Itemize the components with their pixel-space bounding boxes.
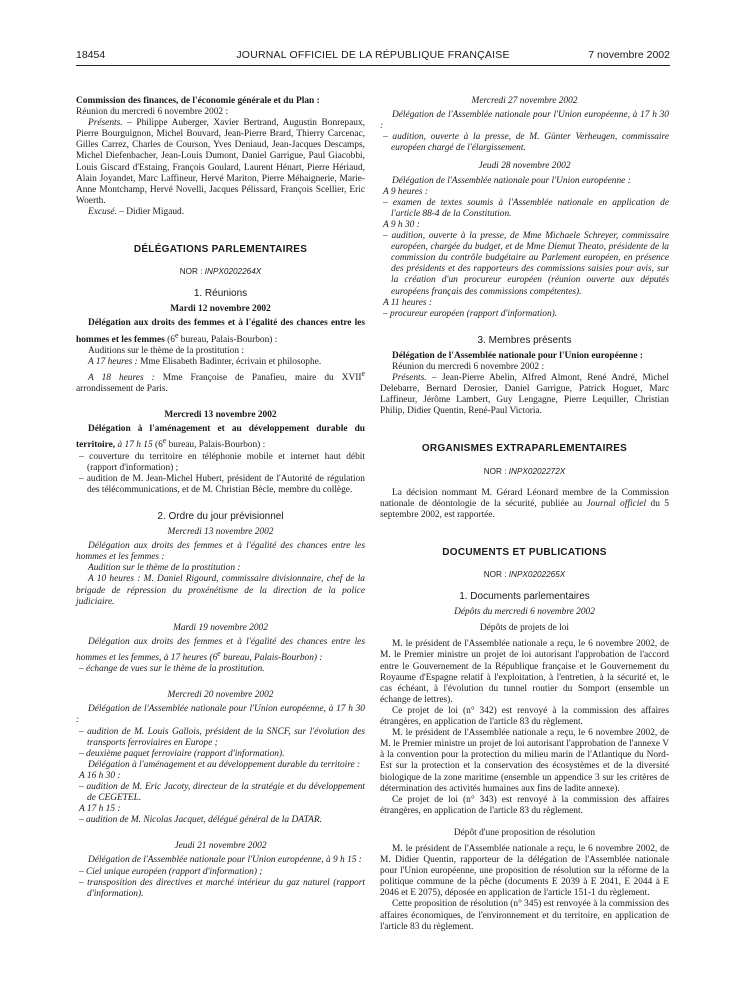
audition-a17: [76, 357, 365, 368]
od-ue21: Délégation de l'Assemblée nationale pour l'Union européenne, à 9 h 15 :: [88, 855, 362, 866]
schreyer: – audition, ouverte à la presse, de Mme Michaele Schreyer, commissaire européen, chargée du budget, et de Mme Diemut Theato, présidente de la commission du contrôle budgétaire au Parlement européen, en présence des présidents et des rapporteurs des commissions saisies pour avis, sur la création d'un procureur européen (réunion ouverte aux députés européens français des commissions compétentes).: [383, 231, 669, 297]
a930: A 9 h 30 :: [383, 219, 420, 230]
od-jacoty: – audition de M. Eric Jacoty, directeur de la stratégie et du développement de CEGETEL.: [79, 782, 365, 804]
od-femmes19-place: bureau, Palais-Bourbon) :: [220, 653, 323, 664]
depots-projets: Dépôts de projets de loi: [479, 623, 570, 634]
finances-presents: [76, 118, 365, 207]
time-a17: A 17 heures :: [88, 356, 138, 367]
projet2: M. le président de l'Assemblée nationale a reçu, le 6 novembre 2002, de M. le Premier ministre un projet de loi autorisant l'approbation de l'annexe V à la convention pour la protection du milieu marin de l'Atlantique du Nord-Est sur la protection et la conservation des écosystèmes et de la diversité biologique de la zone maritime (ensemble un appendice 3 sur les critères de détermination des activités humaines aux fins de ladite annexe).: [380, 728, 669, 794]
projet1-renvoi: Ce projet de loi (n° 342) est renvoyé à la commission des affaires étrangères, en application de l'article 83 du règlement.: [380, 705, 669, 728]
excuse-list: – Didier Migaud.: [116, 206, 185, 217]
jeudi28: Jeudi 28 novembre 2002: [478, 161, 571, 172]
page-header: [76, 50, 670, 64]
textes: – examen de textes soumis à l'Assemblée nationale en application de l'article 88-4 de la Constitution.: [383, 197, 669, 219]
a9: A 9 heures :: [383, 186, 429, 197]
presents-label: Présents.: [392, 373, 427, 384]
od-gallois: – audition de M. Louis Gallois, président de la SNCF, sur l'évolution des transports ferroviaires en Europe ;: [79, 726, 365, 748]
decision-end: du 5 septembre 2002, est rapportée.: [380, 498, 669, 520]
left-column: [76, 96, 365, 900]
documents-title: DOCUMENTS ET PUBLICATIONS: [442, 546, 607, 558]
depots-date: Dépôts du mercredi 6 novembre 2002: [454, 607, 595, 618]
od-gaz: – transposition des directives et marché intérieur du gaz naturel (rapport d'information).: [79, 877, 365, 899]
ue27: Délégation de l'Assemblée nationale pour l'Union européenne, à 17 h 30 :: [380, 110, 669, 132]
od-mercredi20: Mercredi 20 novembre 2002: [167, 690, 274, 701]
deleg-femmes-bureau: (6: [164, 334, 175, 345]
resolution-renvoi: Cette proposition de résolution (n° 345) est renvoyée à la commission des affaires économiques, de l'environnement et du territoire, en application de l'article 83 du règlement.: [380, 899, 669, 932]
auditions-prostitution: Auditions sur le thème de la prostitution :: [88, 345, 244, 356]
od-mercredi13: Mercredi 13 novembre 2002: [167, 527, 274, 538]
od-a10: A 10 heures : M. Daniel Rigourd, commissaire divisionnaire, chef de la brigade de répression du proxénétisme de la direction de la police judiciaire.: [76, 574, 365, 607]
sup-e: e: [361, 368, 366, 378]
sup-e: e: [217, 648, 221, 658]
resolution: M. le président de l'Assemblée nationale a reçu, le 6 novembre 2002, de M. Didier Quentin, rapporteur de la délégation de l'Assemblée nationale pour l'Union européenne, une proposition de résolution sur la réforme de la politique commune de la pêche (documents E 2039 à E 2041, E 2044 à E 2046 et E 2075), déposée en application de l'article 151-1 du règlement.: [380, 843, 669, 899]
deleg-femmes-place: bureau, Palais-Bourbon) :: [178, 334, 278, 345]
od-ue20: Délégation de l'Assemblée nationale pour l'Union européenne, à 17 h 30 :: [76, 704, 365, 726]
documents-nor: [380, 569, 669, 580]
decision-start: La décision nommant M. Gérard Léonard membre de la Commission nationale de déontologie de la sécurité, publiée au: [380, 487, 669, 509]
reunions-title: 1. Réunions: [193, 288, 248, 300]
delegations-nor: [76, 266, 365, 277]
deleg-femmes-heading: [76, 318, 365, 345]
nor-code: INPX0202272X: [508, 466, 566, 476]
delegations-title: DÉLÉGATIONS PARLEMENTAIRES: [133, 244, 308, 256]
verheugen: – audition, ouverte à la presse, de M. Günter Verheugen, commissaire européen chargé de l'élargissement.: [383, 132, 669, 154]
deleg-amenag-place: bureau, Palais-Bourbon) :: [166, 440, 266, 451]
amenag-item: – couverture du territoire en téléphonie mobile et internet haut débit (rapport d'information) ;: [79, 451, 365, 473]
finances-heading: Commission des finances, de l'économie générale et du Plan :: [76, 96, 320, 106]
journal-officiel-ref: Journal officiel: [586, 498, 647, 509]
procureur: – procureur européen (rapport d'information).: [383, 308, 558, 319]
nor-label: NOR :: [483, 570, 509, 579]
od-ciel: – Ciel unique européen (rapport d'information) ;: [79, 866, 263, 877]
od-jacquet: – audition de M. Nicolas Jacquet, délégué général de la DATAR.: [79, 815, 322, 826]
nor-code: INPX0202265X: [508, 570, 566, 579]
deleg-ue-presents: Délégation de l'Assemblée nationale pour l'Union européenne :: [392, 350, 643, 361]
nor-code: INPX0202264X: [204, 267, 262, 277]
deleg-amenag-name: Délégation à l'aménagement et au développement durable du territoire,: [76, 424, 365, 451]
deleg-amenag-bureau: (6: [152, 440, 163, 451]
ue-presents: [380, 373, 669, 417]
od-a1715: A 17 h 15 :: [79, 804, 121, 815]
nor-label: NOR :: [179, 267, 205, 277]
mercredi27: Mercredi 27 novembre 2002: [471, 96, 578, 106]
page-number: 18454: [76, 49, 106, 61]
header-rule: [76, 65, 670, 66]
presents-list: – Philippe Auberger, Xavier Bertrand, Augustin Bonrepaux, Pierre Bourguignon, Michel Bouvard, Jean-Pierre Brard, Thierry Carcenac, Gilles Carrez, Charles de Courson, Yves Deniaud, Jean-Jacques Descamps, Michel Diefenbacher, Jean-Louis Dumont, Daniel Garrigue, Paul Giacobbi, Louis Giscard d'Estaing, François Goulard, Laurent Hénart, Pierre Hériaud, Alain Joyandet, Marc Laffineur, Hervé Mariton, Pierre Méhaignerie, Marie-Anne Montchamp, Hervé Novelli, Jacques Pélissard, François Scellier, Eric Woerth.: [76, 118, 365, 206]
ordre-title: 2. Ordre du jour prévisionnel: [157, 511, 284, 522]
deleg-amenag-heading: [76, 424, 365, 451]
docs-parl-title: 1. Documents parlementaires: [459, 591, 590, 603]
od-amenag20: Délégation à l'aménagement et au développement durable du territoire :: [88, 759, 361, 770]
mardi12-heading: Mardi 12 novembre 2002: [170, 304, 271, 315]
ue28: Délégation de l'Assemblée nationale pour l'Union européenne :: [392, 175, 631, 186]
organismes-title: ORGANISMES EXTRAPARLEMENTAIRES: [421, 443, 628, 455]
od-paquet: – deuxième paquet ferroviaire (rapport d'information).: [79, 748, 285, 759]
od-femmes: Délégation aux droits des femmes et à l'égalité des chances entre les hommes et les femmes :: [76, 541, 365, 563]
od-audition: Audition sur le thème de la prostitution :: [88, 563, 241, 574]
sup-e: e: [162, 436, 167, 446]
right-column: [380, 96, 669, 933]
od-mardi19: Mardi 19 novembre 2002: [173, 622, 268, 633]
nor-label: NOR :: [483, 466, 509, 476]
projet2-renvoi: Ce projet de loi (n° 343) est renvoyé à la commission des affaires étrangères, en application de l'article 83 du règlement.: [380, 794, 669, 816]
decision-text: [380, 488, 669, 521]
sup-e: e: [174, 330, 179, 340]
od-a1630: A 16 h 30 :: [79, 770, 121, 781]
projet1: M. le président de l'Assemblée nationale a reçu, le 6 novembre 2002, de M. le Premier ministre un projet de loi autorisant l'approbation de l'accord entre le Gouvernement de la République française et le Gouvernement du Royaume d'Espagne relatif à l'exploitation, à l'entretien, à la sécurité et, le cas échéant, à l'évolution du tunnel routier du Somport (ensemble un échange de lettres).: [380, 639, 669, 705]
membres-title: 3. Membres présents: [477, 334, 572, 346]
mercredi13-heading: Mercredi 13 novembre 2002: [164, 410, 277, 421]
deleg-amenag-time: à 17 h 15: [115, 440, 153, 451]
depot-resolution: Dépôt d'une proposition de résolution: [453, 827, 596, 838]
presents-list: – Jean-Pierre Abelin, Alfred Almont, René André, Michel Delebarre, Bernard Derosier, Daniel Garrigue, Patrick Hoguet, Marc Laffineur, Jérôme Lambert, Guy Lengagne, Pierre Lequiller, Christian Philip, Didier Quentin, René-Paul Victoria.: [380, 373, 669, 417]
a17-text: Mme Elisabeth Badinter, écrivain et philosophe.: [137, 356, 322, 367]
od-femmes19: [76, 637, 365, 664]
journal-title: JOURNAL OFFICIEL DE LA RÉPUBLIQUE FRANÇAISE: [236, 49, 510, 61]
a18-text: Mme Françoise de Panafieu, maire du XVII: [154, 373, 362, 384]
excuse-label: Excusé.: [88, 206, 117, 217]
finances-reunion: Réunion du mercredi 6 novembre 2002 :: [76, 107, 229, 118]
a11: A 11 heures :: [383, 297, 433, 308]
od-jeudi21: Jeudi 21 novembre 2002: [174, 841, 267, 852]
od-echange: – échange de vues sur le thème de la prostitution.: [79, 664, 265, 675]
organismes-nor: [380, 466, 669, 477]
issue-date: 7 novembre 2002: [588, 49, 670, 61]
finances-excuse: [76, 207, 365, 218]
time-a18: A 18 heures :: [88, 373, 155, 384]
presents-label: Présents.: [88, 118, 123, 129]
reunion-mercredi6: Réunion du mercredi 6 novembre 2002 :: [392, 361, 545, 372]
amenag-item: – audition de M. Jean-Michel Hubert, président de l'Autorité de régulation des télécommunications, et de M. Christian Bècle, membre du collège.: [79, 473, 365, 495]
od-femmes19-text: Délégation aux droits des femmes et à l'égalité des chances entre les hommes et les femmes, à 17 heures (6: [76, 636, 365, 664]
audition-a18: [76, 368, 365, 395]
deleg-femmes-name: Délégation aux droits des femmes et à l'égalité des chances entre les hommes et les femmes: [76, 318, 365, 345]
a18-text-end: arrondissement de Paris.: [76, 384, 168, 395]
